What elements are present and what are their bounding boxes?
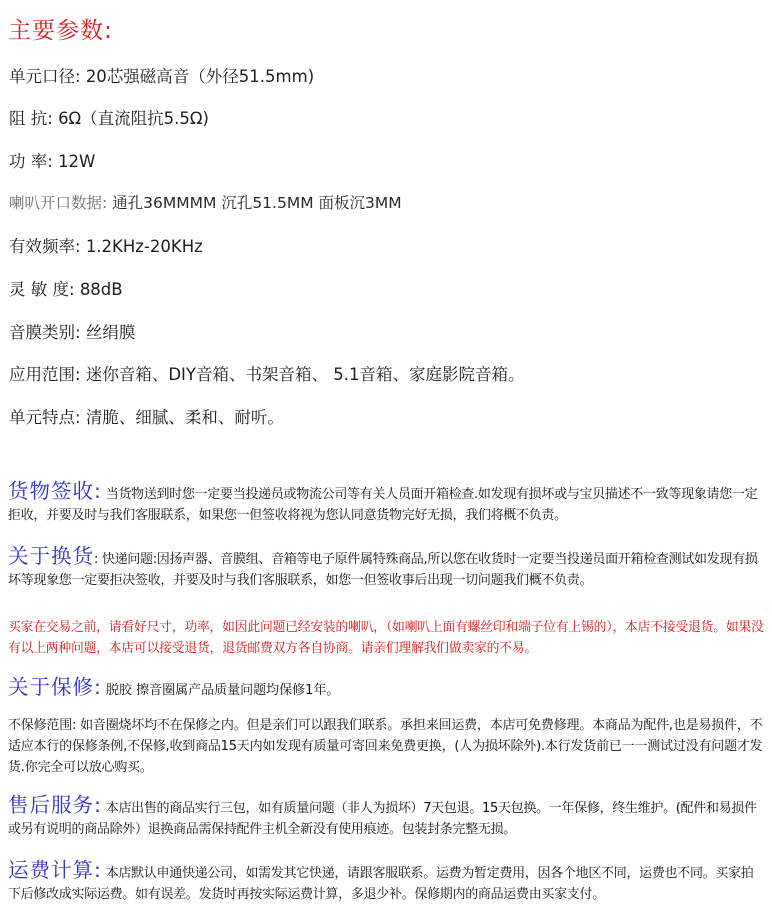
seller-notice: 买家在交易之前，请看好尺寸，功率，如因此问题已经安装的喇叭，（如喇叭上面有螺丝印和端子位有上锡的），本店不接受退货。如果没有以上两种问题，本店可以接受退货，退货邮费双方各自协商。请亲们理解我们做卖家的不易。 bbox=[8, 620, 764, 656]
spec-label: 阻 抗: bbox=[9, 109, 53, 128]
after-sales-text: 本店出售的商品实行三包，如有质量问题（非人为损坏）7天包退。15天包换。一年保修，终生维护。(配件和易损件或另有说明的商品除外）退换商品需保持配件主机全新没有使用痕迹。包装封条完整无损。 bbox=[8, 801, 757, 837]
spec-unit-diameter bbox=[9, 63, 314, 87]
spec-value: 丝绢膜 bbox=[85, 323, 136, 342]
spec-value: 清脆、细腻、柔和、耐听。 bbox=[85, 408, 284, 427]
spec-value: 12W bbox=[58, 152, 96, 171]
warranty-text: 脱胶 擦音圈属产品质量问题均保修1年。 bbox=[101, 683, 340, 698]
no-warranty-text: 不保修范围: 如音圈烧坏均不在保修之内。但是亲们可以跟我们联系。承担来回运费，本店可免费修理。本商品为配件,也是易损件，不适应本行的保修条例,不保修,收到商品15天内如发现有质量可寄回来免费更换，(人为损坏除外).本行发货前已一一测试过没有问题才发货.你完全可以放心购买。 bbox=[8, 718, 763, 775]
spec-sensitivity bbox=[9, 276, 123, 300]
spec-value: 88dB bbox=[79, 280, 123, 299]
spec-impedance bbox=[9, 105, 209, 129]
spec-value: 迷你音箱、DIY音箱、书架音箱、 5.1音箱、家庭影院音箱。 bbox=[85, 365, 525, 384]
spec-label: 应用范围: bbox=[9, 365, 81, 384]
spec-power bbox=[9, 148, 95, 172]
exchange-text: : 快递问题:因扬声器、音膜组、音箱等电子原件属特殊商品,所以您在收货时一定要当投递员面开箱检查测试如发现有损坏等现象您一定要拒决签收，并要及时与我们客服联系，如您一但签收事后出现一切问题我们概不负责。 bbox=[8, 552, 758, 588]
exchange-section bbox=[8, 546, 766, 591]
spec-label: 灵 敏 度: bbox=[9, 280, 75, 299]
after-sales-section bbox=[8, 795, 766, 840]
spec-frequency bbox=[9, 233, 203, 257]
spec-value: 20芯强磁高音（外径51.5mm) bbox=[85, 67, 315, 86]
after-sales-heading: 售后服务: bbox=[8, 793, 102, 817]
shipping-heading: 运费计算: bbox=[8, 858, 102, 882]
spec-label: 单元口径: bbox=[9, 67, 81, 86]
spec-features bbox=[9, 404, 284, 428]
spec-label: 音膜类别: bbox=[9, 323, 81, 342]
spec-value: 1.2KHz-20KHz bbox=[85, 237, 203, 256]
spec-label: 有效频率: bbox=[9, 237, 81, 256]
exchange-heading: 关于换货 bbox=[8, 544, 94, 568]
shipping-section bbox=[8, 860, 766, 905]
spec-value: 6Ω（直流阻抗5.5Ω) bbox=[58, 109, 209, 128]
spec-diaphragm bbox=[9, 319, 135, 343]
spec-application bbox=[9, 361, 524, 385]
spec-value: 通孔36MMMM 沉孔51.5MM 面板沉3MM bbox=[112, 194, 402, 212]
page-title: 主要参数: bbox=[8, 18, 113, 44]
delivery-section bbox=[8, 481, 766, 526]
shipping-text: 本店默认申通快递公司，如需发其它快递，请跟客服联系。运费为暂定费用，因各个地区不同，运费也不同。买家拍下后修改成实际运费。如有误差。发货时再按实际运费计算，多退少补。保修期内的商品运费由买家支付。 bbox=[8, 866, 754, 902]
warranty-section bbox=[8, 677, 766, 701]
spec-opening-data bbox=[9, 191, 402, 213]
spec-label: 功 率: bbox=[9, 152, 53, 171]
spec-label: 单元特点: bbox=[9, 408, 81, 427]
delivery-heading: 货物签收: bbox=[8, 479, 102, 503]
spec-label: 喇叭开口数据: bbox=[9, 194, 108, 212]
warranty-heading: 关于保修: bbox=[8, 675, 102, 699]
delivery-text: 当货物送到时您一定要当投递员或物流公司等有关人员面开箱检查.如发现有损坏或与宝贝描述不一致等现象请您一定拒收，并要及时与我们客服联系，如果您一但签收将视为您认同意货物完好无损，我们将概不负责。 bbox=[8, 487, 758, 523]
